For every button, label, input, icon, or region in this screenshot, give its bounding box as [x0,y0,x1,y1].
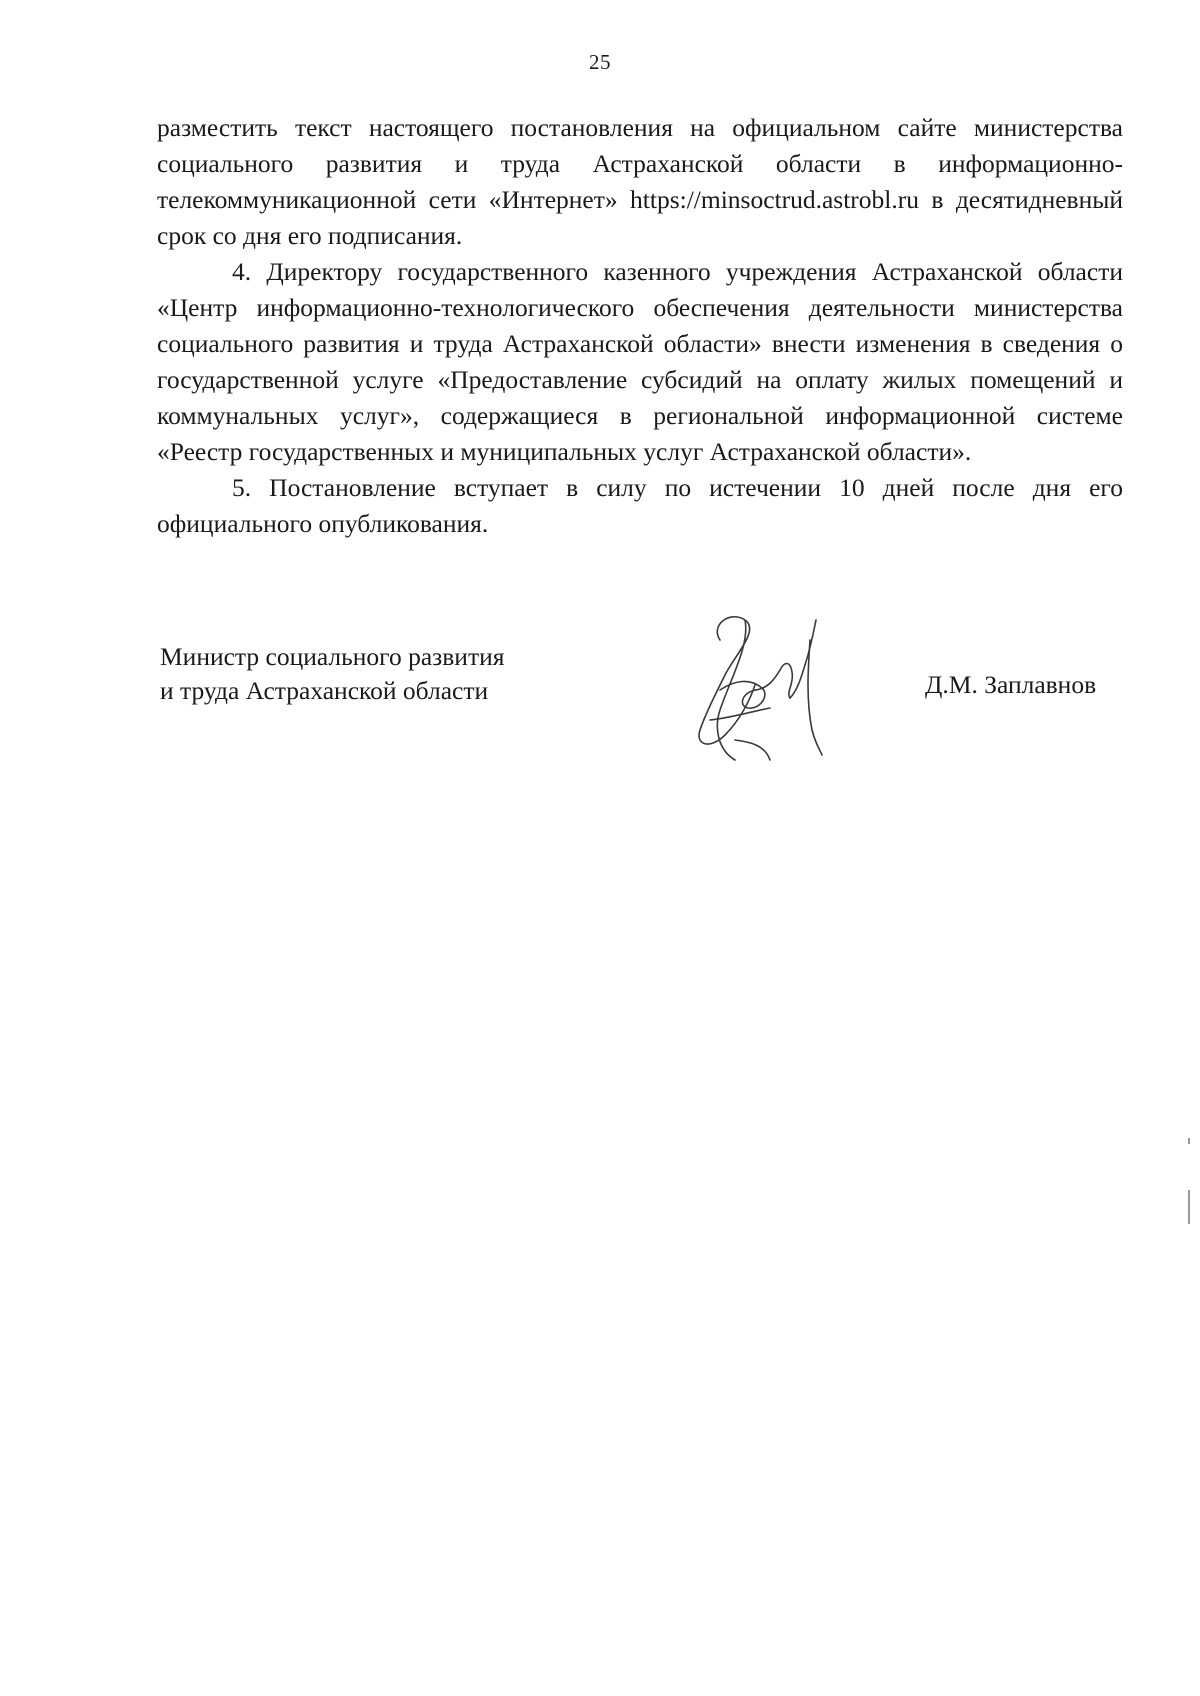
scan-edge-mark [1188,1190,1190,1224]
paragraph-4: 4. Директору государственного казенного учреждения Астраханской области «Центр информационно-технологического обеспечения деятельности министерства социального развития и труда Астраханской области» внести изменения в сведения о государственной услуге «Предоставление субсидий на оплату жилых помещений и коммунальных услуг», содержащиеся в региональной информационной системе «Реестр государственных и муниципальных услуг Астраханской области». [157,257,1123,466]
paragraph-3-continuation: разместить текст настоящего постановления на официальном сайте министерства социального развития и труда Астраханской области в информационнотелекоммуникационной сети «Интернет» https://minsoctrud.astrobl.ru в десятидневный срок со дня его подписания. [157,113,1123,250]
page-number: 25 [589,50,611,74]
handwritten-signature [690,600,840,770]
signer-title [160,640,504,708]
signer-title-line-1: Министр социального развития [160,642,505,671]
signer-name: Д.М. Заплавнов [925,670,1097,699]
signer-title-line-2: и труда Астраханской области [160,676,489,705]
document-body [157,110,1123,542]
scan-edge-mark [1188,1138,1190,1144]
paragraph-5: 5. Постановление вступает в силу по истечении 10 дней после дня его официального опубликования. [157,473,1123,538]
